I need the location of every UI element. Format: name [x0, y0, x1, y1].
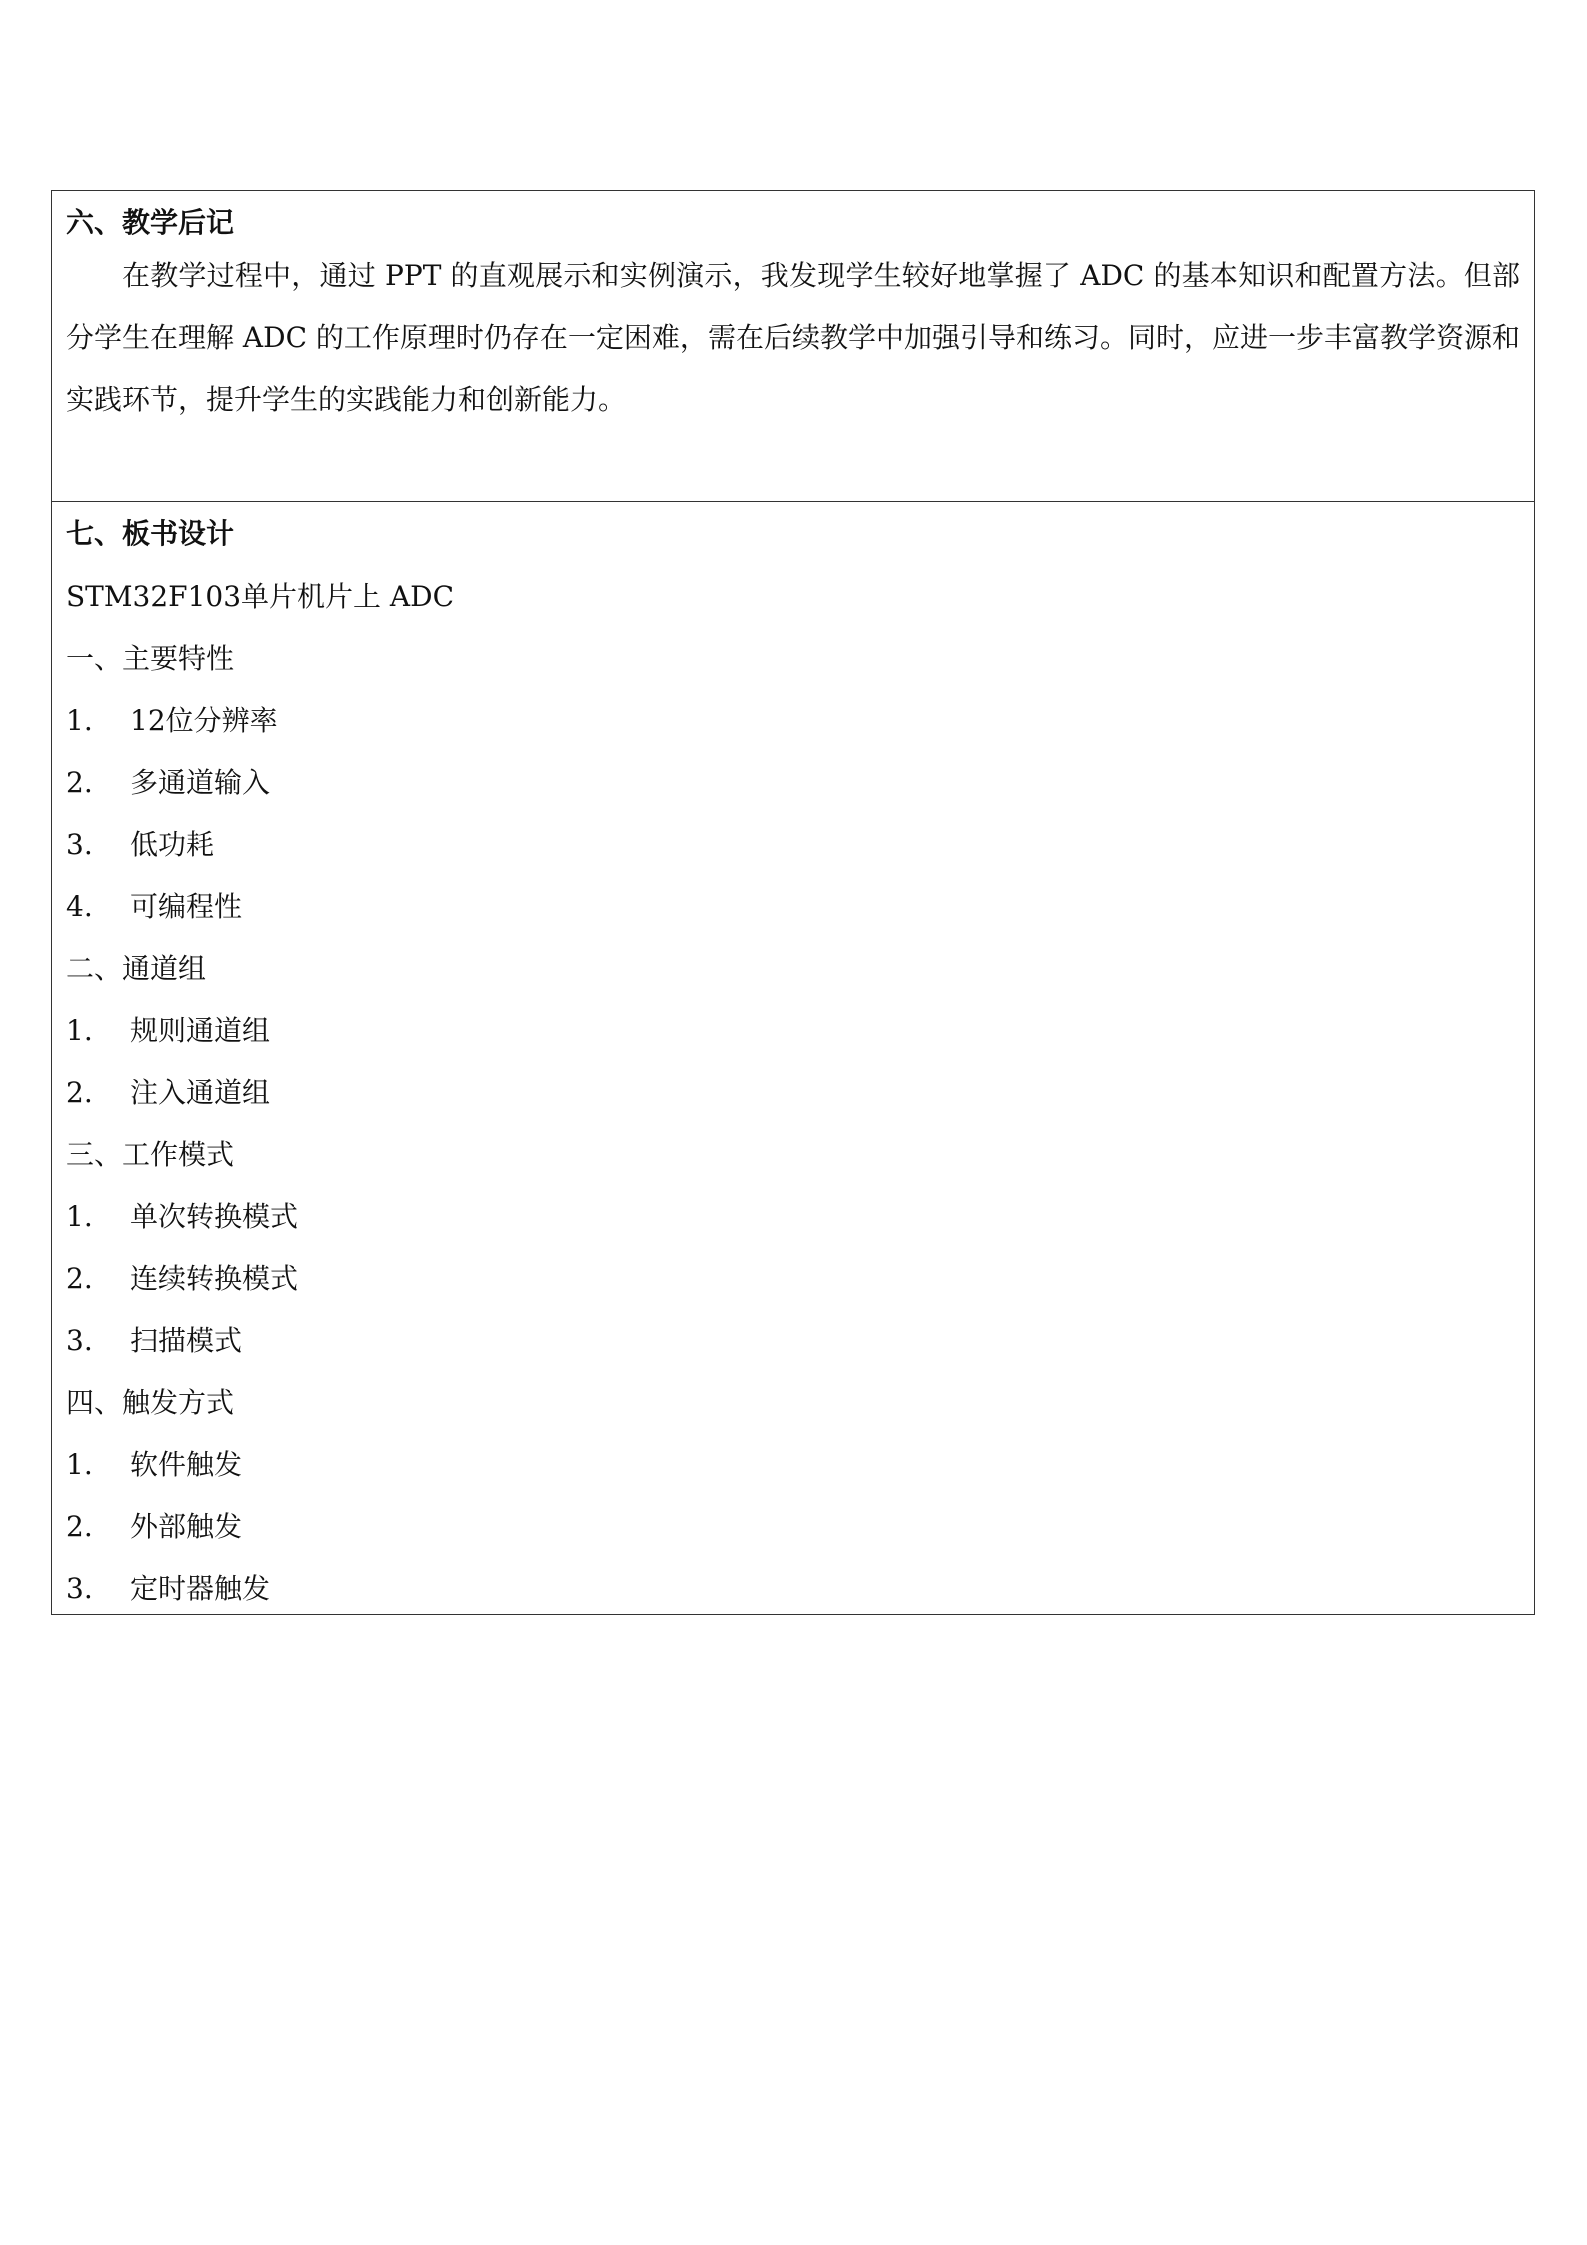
list-item-text: 12位分辨率 [130, 704, 278, 737]
section-board-design [52, 502, 1534, 1614]
numbered-list-item [66, 1062, 1520, 1124]
list-item-number: 1. [66, 1014, 93, 1047]
list-item-text: STM32F103单片机片上 ADC [66, 580, 455, 613]
numbered-list-item [66, 1000, 1520, 1062]
list-item-number: 4. [66, 890, 93, 923]
section-teaching-reflection [52, 191, 1534, 502]
numbered-list-item [66, 1496, 1520, 1558]
list-item-number: 2. [66, 1262, 93, 1295]
list-item-text: 扫描模式 [130, 1324, 243, 1357]
board-line [66, 628, 1520, 690]
section-heading: 六、教学后记 [66, 206, 235, 239]
list-item-text: 外部触发 [130, 1510, 243, 1543]
list-item-text: 二、通道组 [66, 952, 207, 985]
list-item-text: 低功耗 [130, 828, 215, 861]
list-item-text: 定时器触发 [130, 1572, 271, 1605]
list-item-number: 3. [66, 1324, 93, 1357]
numbered-list-item [66, 1310, 1520, 1372]
list-item-number: 2. [66, 766, 93, 799]
list-item-number: 2. [66, 1510, 93, 1543]
list-item-text: 注入通道组 [130, 1076, 271, 1109]
list-item-number: 3. [66, 828, 93, 861]
list-item-number: 2. [66, 1076, 93, 1109]
list-item-number: 1. [66, 704, 93, 737]
list-item-text: 三、工作模式 [66, 1138, 235, 1171]
list-item-text: 单次转换模式 [130, 1200, 299, 1233]
list-item-text: 多通道输入 [130, 766, 271, 799]
list-item-number: 1. [66, 1200, 93, 1233]
board-design-list [66, 566, 1520, 1620]
reflection-paragraph: 在教学过程中，通过 PPT 的直观展示和实例演示，我发现学生较好地掌握了 ADC 的基本知识和配置方法。但部分学生在理解 ADC 的工作原理时仍存在一定困难，需在后续教学中加强引导和练习。同时，应进一步丰富教学资源和实践环节，提升学生的实践能力和创新能力。 [66, 259, 1520, 416]
board-line [66, 1124, 1520, 1186]
numbered-list-item [66, 1248, 1520, 1310]
numbered-list-item [66, 752, 1520, 814]
list-item-text: 四、触发方式 [66, 1386, 235, 1419]
numbered-list-item [66, 814, 1520, 876]
numbered-list-item [66, 690, 1520, 752]
board-line [66, 566, 1520, 628]
list-item-text: 一、主要特性 [66, 642, 235, 675]
list-item-text: 连续转换模式 [130, 1262, 299, 1295]
numbered-list-item [66, 1558, 1520, 1620]
board-line [66, 938, 1520, 1000]
board-line [66, 1372, 1520, 1434]
list-item-text: 可编程性 [130, 890, 243, 923]
list-item-text: 软件触发 [130, 1448, 243, 1481]
numbered-list-item [66, 1434, 1520, 1496]
list-item-text: 规则通道组 [130, 1014, 271, 1047]
numbered-list-item [66, 1186, 1520, 1248]
numbered-list-item [66, 876, 1520, 938]
section-heading: 七、板书设计 [66, 517, 235, 550]
list-item-number: 1. [66, 1448, 93, 1481]
document-table [51, 190, 1535, 1615]
list-item-number: 3. [66, 1572, 93, 1605]
